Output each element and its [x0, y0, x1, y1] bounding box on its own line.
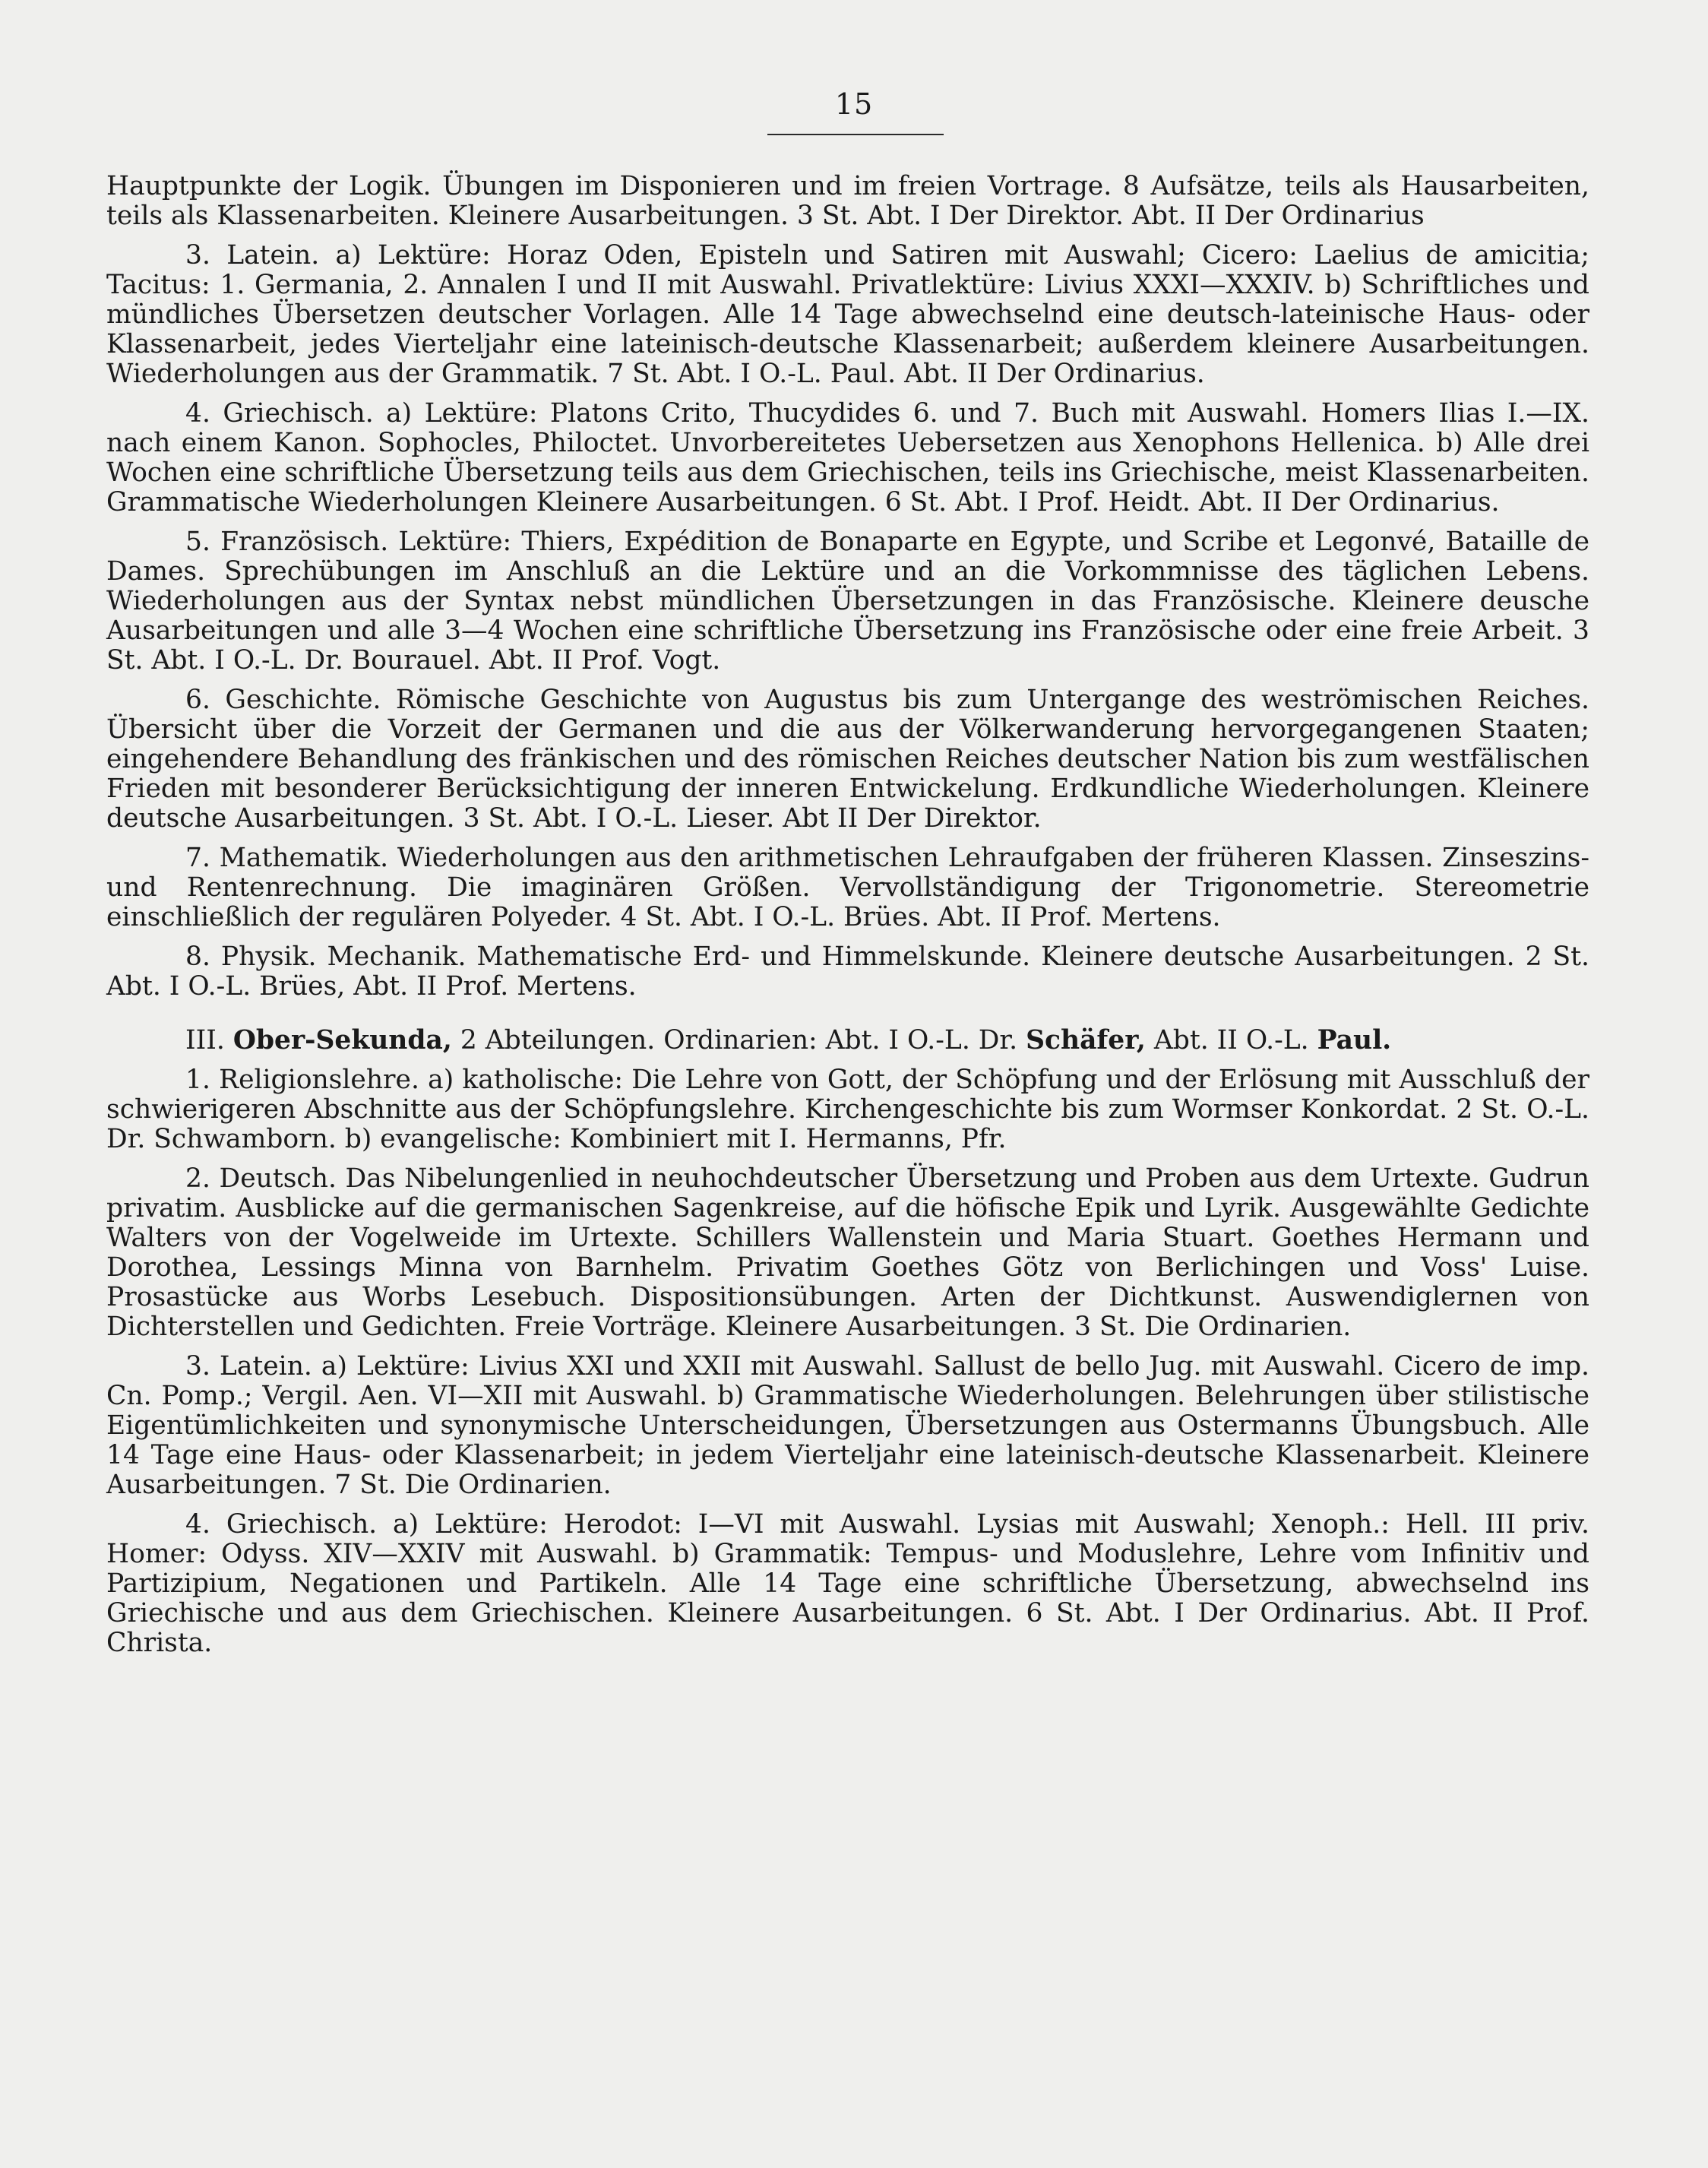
section-prefix: III. [185, 1025, 225, 1056]
paragraph-greek-ii: 4. Griechisch. a) Lektüre: Herodot: I—VI mit Auswahl. Lysias mit Auswahl; Xenoph.: Hell. III priv. Homer: Odyss. XIV—XXIV mit Auswahl. b) Grammatik: Tempus- und Moduslehre, Lehre vom Infinitiv und Partizipium, Negationen und Partikeln. Alle 14 Tage eine schriftliche Übersetzung, abwechselnd ins Griechische und aus dem Griechischen. Kleinere Ausarbeitungen. 6 St. Abt. I Der Ordinarius. Abt. II Prof. Christa. [106, 1509, 1589, 1658]
paragraph-latin: 3. Latein. a) Lektüre: Horaz Oden, Episteln und Satiren mit Auswahl; Cicero: Laelius de amicitia; Tacitus: 1. Germania, 2. Annalen I und II mit Auswahl. Privatlektüre: Livius XXXI—XXXIV. b) Schriftliches und mündliches Übersetzen deutscher Vorlagen. Alle 14 Tage abwechselnd eine deutsch-lateinische Haus- oder Klassenarbeit, jedes Vierteljahr eine lateinisch-deutsche Klassenarbeit; außerdem kleinere Ausarbeitungen. Wiederholungen aus der Grammatik. 7 St. Abt. I O.-L. Paul. Abt. II Der Ordinarius. [106, 240, 1589, 389]
page-body [106, 172, 1589, 1668]
section-ordinarius-1: Schäfer, [1026, 1025, 1146, 1056]
paragraph-physics: 8. Physik. Mechanik. Mathematische Erd- und Himmelskunde. Kleinere deutsche Ausarbeitungen. 2 St. Abt. I O.-L. Brües, Abt. II Prof. Mertens. [106, 942, 1589, 1002]
paragraph-religion: 1. Religionslehre. a) katholische: Die Lehre von Gott, der Schöpfung und der Erlösung mit Ausschluß der schwierigeren Abschnitte aus der Schöpfungslehre. Kirchengeschichte bis zum Wormser Konkordat. 2 St. O.-L. Dr. Schwamborn. b) evangelische: Kombiniert mit I. Hermanns, Pfr. [106, 1065, 1589, 1154]
section-detail-2: Abt. II O.-L. [1153, 1025, 1309, 1056]
paragraph-latin-ii: 3. Latein. a) Lektüre: Livius XXI und XXII mit Auswahl. Sallust de bello Jug. mit Auswahl. Cicero de imp. Cn. Pomp.; Vergil. Aen. VI—XII mit Auswahl. b) Grammatische Wiederholungen. Belehrungen über stilistische Eigentümlichkeiten und synonymische Unterscheidungen, Übersetzungen aus Ostermanns Übungsbuch. Alle 14 Tage eine Haus- oder Klassenarbeit; in jedem Vierteljahr eine lateinisch-deutsche Klassenarbeit. Kleinere Ausarbeitungen. 7 St. Die Ordinarien. [106, 1351, 1589, 1500]
page-number-rule [767, 134, 944, 135]
paragraph-history: 6. Geschichte. Römische Geschichte von Augustus bis zum Untergange des weströmischen Reiches. Übersicht über die Vorzeit der Germanen und die aus der Völkerwanderung hervorgegangenen Staaten; eingehendere Behandlung des fränkischen und des römischen Reiches deutscher Nation bis zum westfälischen Frieden mit besonderer Berücksichtigung der inneren Entwickelung. Erdkundliche Wiederholungen. Kleinere deutsche Ausarbeitungen. 3 St. Abt. I O.-L. Lieser. Abt II Der Direktor. [106, 685, 1589, 834]
paragraph-mathematics: 7. Mathematik. Wiederholungen aus den arithmetischen Lehraufgaben der früheren Klassen. Zinseszins- und Rentenrechnung. Die imaginären Größen. Vervollständigung der Trigonometrie. Stereometrie einschließlich der regulären Polyeder. 4 St. Abt. I O.-L. Brües. Abt. II Prof. Mertens. [106, 843, 1589, 932]
section-heading-ober-sekunda [106, 1026, 1589, 1056]
section-detail: 2 Abteilungen. Ordinarien: Abt. I O.-L. Dr. [460, 1025, 1018, 1056]
paragraph-greek: 4. Griechisch. a) Lektüre: Platons Crito, Thucydides 6. und 7. Buch mit Auswahl. Homers Ilias I.—IX. nach einem Kanon. Sophocles, Philoctet. Unvorbereitetes Uebersetzen aus Xenophons Hellenica. b) Alle drei Wochen eine schriftliche Übersetzung teils aus dem Griechischen, teils ins Griechische, meist Klassenarbeiten. Grammatische Wiederholungen Kleinere Ausarbeitungen. 6 St. Abt. I Prof. Heidt. Abt. II Der Ordinarius. [106, 398, 1589, 517]
paragraph-german: 2. Deutsch. Das Nibelungenlied in neuhochdeutscher Übersetzung und Proben aus dem Urtexte. Gudrun privatim. Ausblicke auf die germanischen Sagenkreise, auf die höfische Epik und Lyrik. Ausgewählte Gedichte Walters von der Vogelweide im Urtexte. Schillers Wallenstein und Maria Stuart. Goethes Hermann und Dorothea, Lessings Minna von Barnhelm. Privatim Goethes Götz von Berlichingen und Voss' Luise. Prosastücke aus Worbs Lesebuch. Dispositionsübungen. Arten der Dichtkunst. Auswendiglernen von Dichterstellen und Gedichten. Freie Vorträge. Kleinere Ausarbeitungen. 3 St. Die Ordinarien. [106, 1163, 1589, 1342]
paragraph-french: 5. Französisch. Lektüre: Thiers, Expédition de Bonaparte en Egypte, und Scribe et Legonvé, Bataille de Dames. Sprechübungen im Anschluß an die Lektüre und an die Vorkommnisse des täglichen Lebens. Wiederholungen aus der Syntax nebst mündlichen Übersetzungen in das Französische. Kleinere deusche Ausarbeitungen und alle 3—4 Wochen eine schriftliche Übersetzung ins Französische oder eine freie Arbeit. 3 St. Abt. I O.-L. Dr. Bourauel. Abt. II Prof. Vogt. [106, 527, 1589, 676]
page-number: 15 [834, 87, 874, 121]
section-title: Ober-Sekunda, [232, 1025, 452, 1056]
section-ordinarius-2: Paul. [1317, 1025, 1392, 1056]
paragraph-logic-continuation: Hauptpunkte der Logik. Übungen im Disponieren und im freien Vortrage. 8 Aufsätze, teils als Hausarbeiten, teils als Klassenarbeiten. Kleinere Ausarbeitungen. 3 St. Abt. I Der Direktor. Abt. II Der Ordinarius [106, 171, 1589, 231]
